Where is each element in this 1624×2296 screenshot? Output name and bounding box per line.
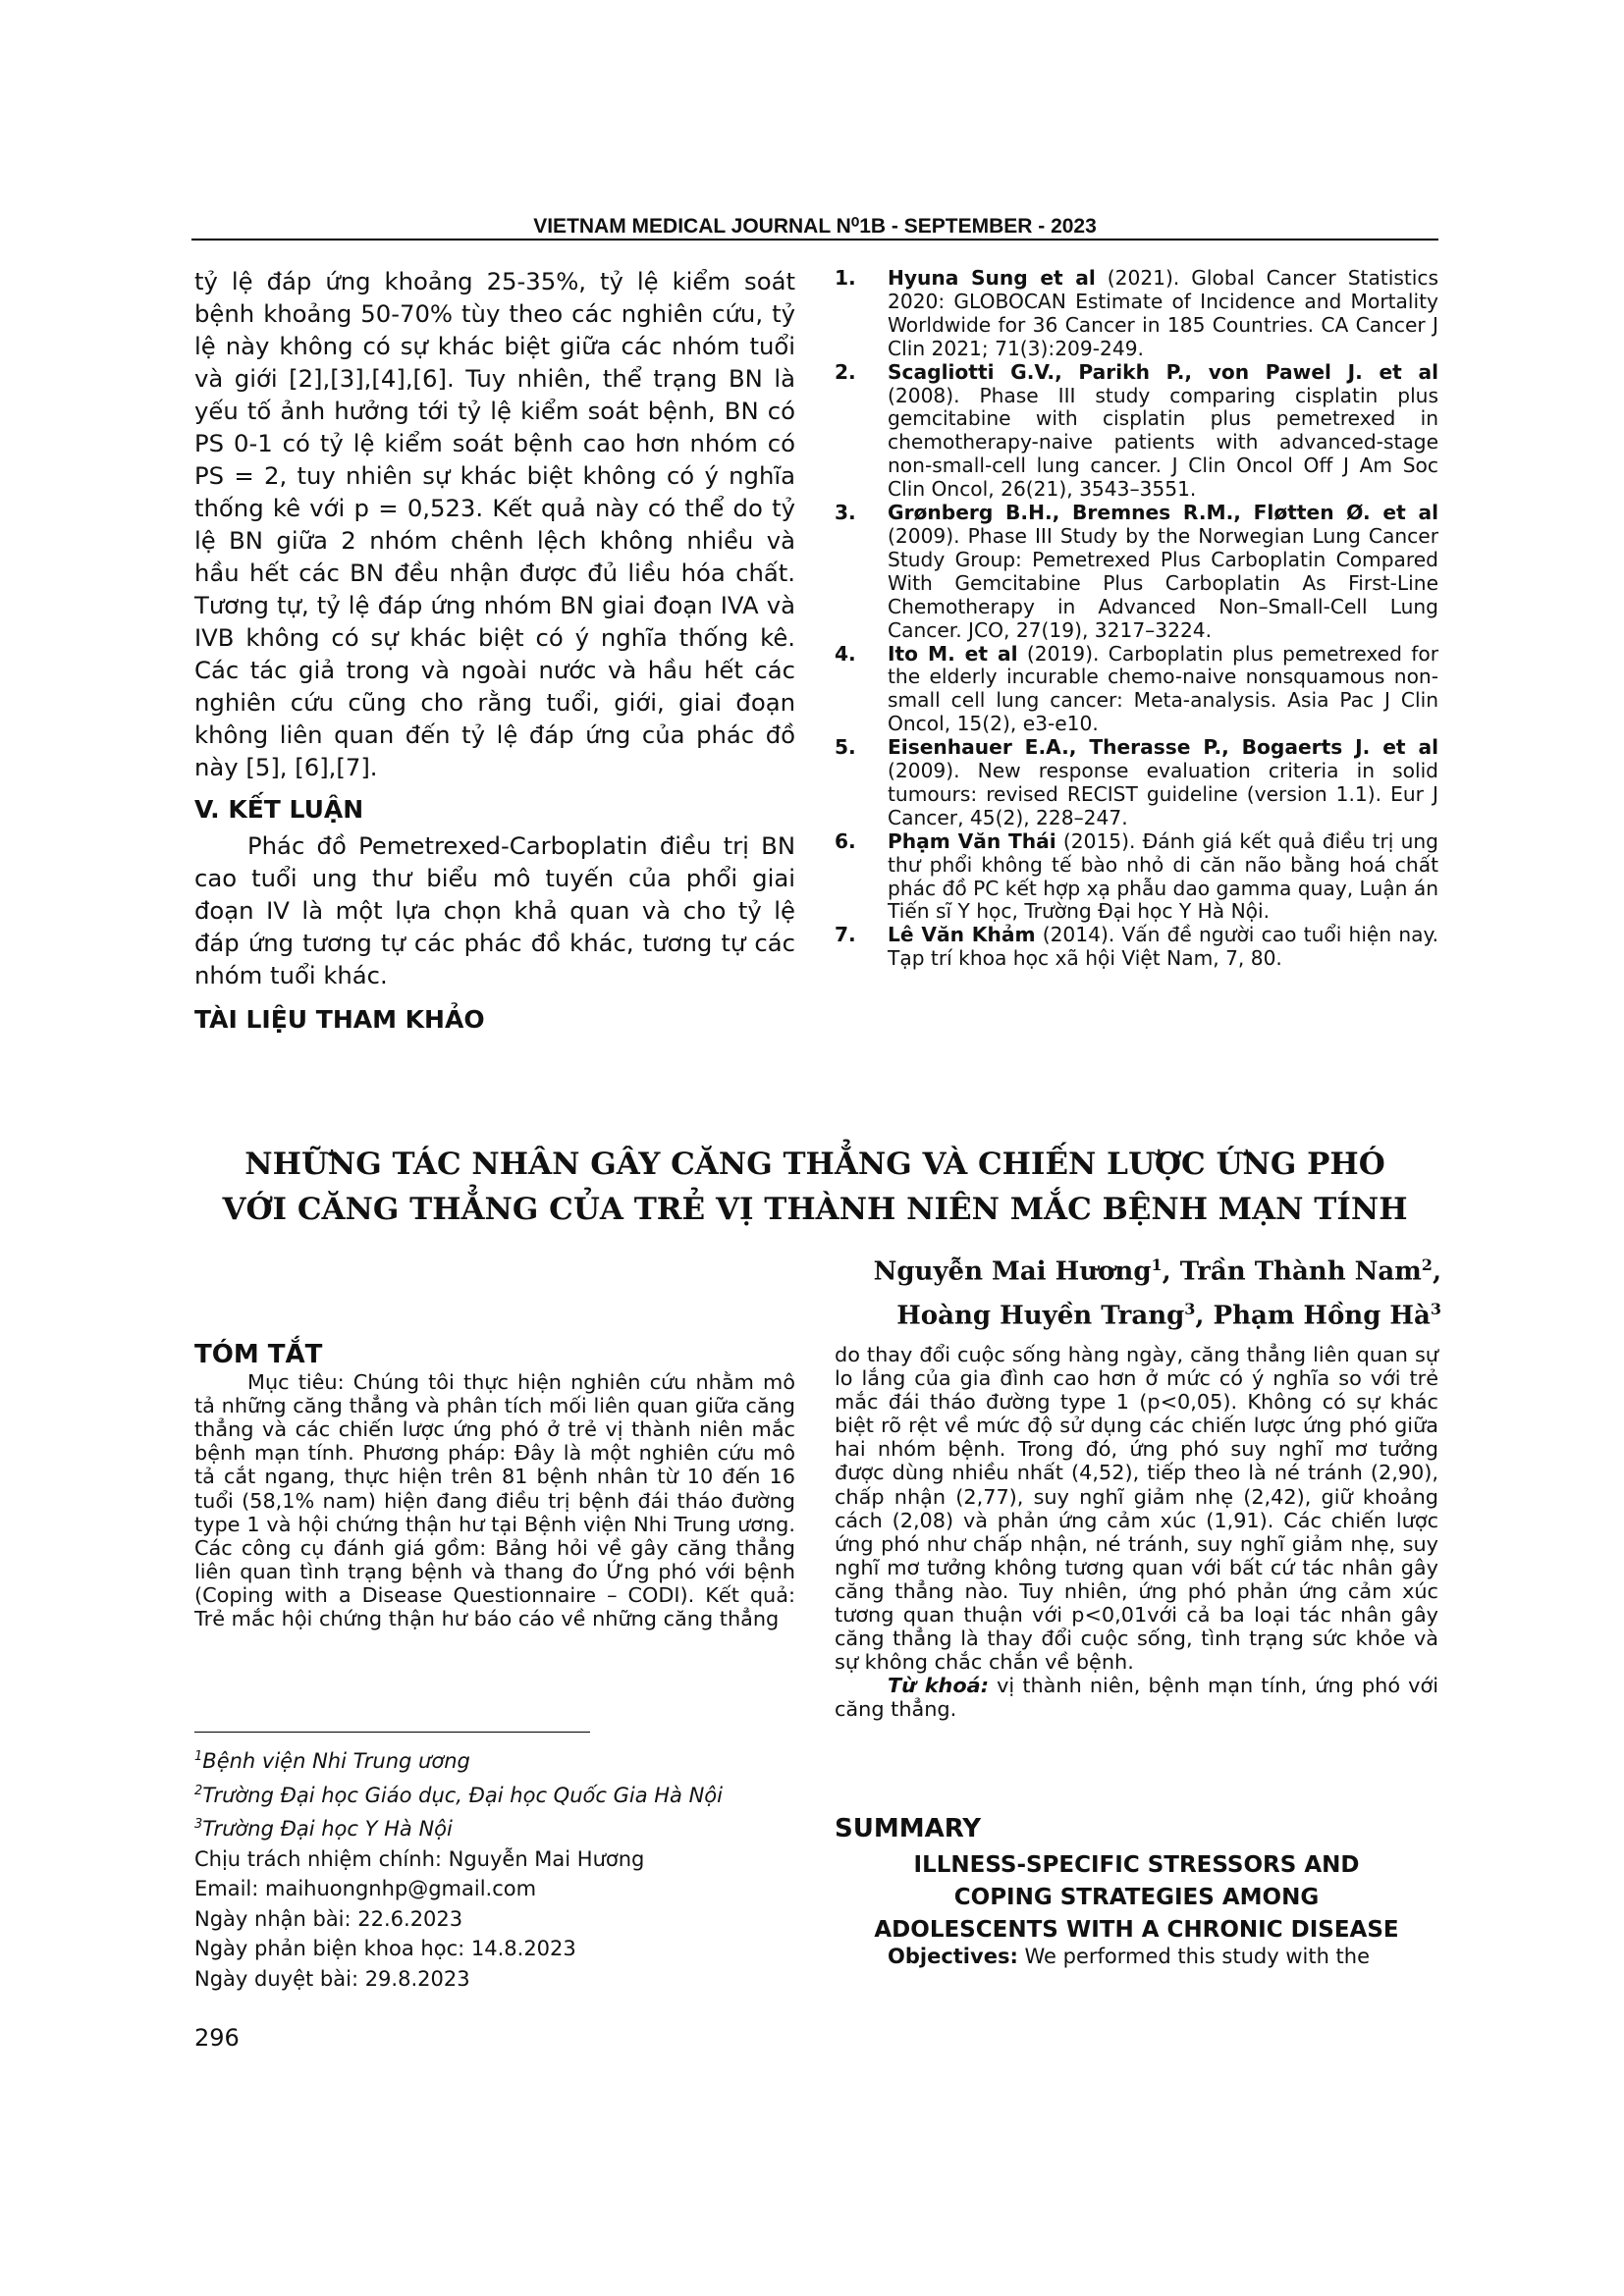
contact-email: Email: maihuongnhp@gmail.com	[194, 1877, 537, 1900]
author-affiliation-mark: 1	[1151, 1255, 1163, 1274]
header-rule	[191, 239, 1438, 240]
reference-item: 6. Phạm Văn Thái (2015). Đánh giá kết quả điều trị ung thư phổi không tế bào nhỏ di căn não bằng hoá chất phác đồ PC kết hợp xạ phẫu dao gamma quay, Luận án Tiến sĩ Y học, Trường Đại học Y Hà Nội.	[835, 828, 1438, 924]
conclusion-text: Phác đồ Pemetrexed-Carboplatin điều trị BN cao tuổi ung thư biểu mô tuyến của phổi giai đoạn IV là một lựa chọn khả quan và cho tỷ lệ đáp ứng tương tự các phác đồ khác, tương tự các nhóm tuổi khác.	[194, 831, 795, 989]
page-number: 296	[194, 2024, 240, 2052]
affiliation-1: $^1$Bệnh viện Nhi Trung ương	[194, 1749, 470, 1773]
english-title-line-3: ADOLESCENTS WITH A CHRONIC DISEASE	[874, 1917, 1399, 1943]
date-accepted: Ngày duyệt bài: 29.8.2023	[194, 1966, 470, 1991]
english-title	[835, 1849, 1438, 1947]
author-affiliation-mark: 3	[1430, 1299, 1441, 1318]
author-affiliation-mark: 2	[1421, 1255, 1433, 1274]
footnote-rule	[194, 1732, 590, 1733]
author-affiliation-mark: 3	[1184, 1299, 1196, 1318]
english-title-line-2: COPING STRATEGIES AMONG	[953, 1885, 1320, 1910]
abstract-text-left: Mục tiêu: Chúng tôi thực hiện nghiên cứu nhằm mô tả những căng thẳng và phân tích mối liên quan giữa căng thẳng và các chiến lược ứng phó ở trẻ vị thành niên mắc bệnh mạn tính. Phương pháp: Đây là một nghiên cứu mô tả cắt ngang, thực hiện trên 81 bệnh nhân từ 10 đến 16 tuổi (58,1% nam) hiện đang điều trị bệnh đái tháo đường type 1 và hội chứng thận hư tại Bệnh viện Nhi Trung ương. Các công cụ đánh giá gồm: Bảng hỏi về gây căng thẳng liên quan tình trạng bệnh và thang đo Ứng phó với bệnh (Coping with a Disease Questionnaire – CODI). Kết quả: Trẻ mắc hội chứng thận hư báo cáo về những căng thẳng	[194, 1370, 795, 1631]
keywords	[835, 1674, 1438, 1721]
author-list: Nguyễn Mai Hương$^1$, Trần Thành Nam$^2$, Hoàng Huyền Trang$^3$, Phạm Hồng $Hà^3$	[873, 1255, 1441, 1331]
responsible-author: Chịu trách nhiệm chính: Nguyễn Mai Hương	[194, 1846, 645, 1871]
abstract-left-column	[194, 1340, 795, 1631]
article-title	[191, 1142, 1438, 1232]
abstract-heading: TÓM TẮT	[194, 1340, 323, 1369]
reference-item: 2. Scagliotti G.V., Parikh P., von Pawel J. et al (2008). Phase III study comparing cisplatin plus gemcitabine with cisplatin plus pemetrexed in chemotherapy-naive patients with advanced-stage non-small-cell lung cancer. J Clin Oncol Off J Am Soc Clin Oncol, 26(21), 3543–3551.	[835, 359, 1438, 502]
reference-item: 7. Lê Văn Khảm (2014). Vấn đề người cao tuổi hiện nay. Tạp trí khoa học xã hội Việt Nam, 7, 80.	[835, 923, 1438, 971]
author-name: Trần Thành Nam	[1179, 1256, 1422, 1287]
english-objectives	[835, 1945, 1438, 1968]
reference-list	[835, 267, 1438, 971]
footnotes	[194, 1742, 803, 1994]
abstract-text-right: do thay đổi cuộc sống hàng ngày, căng thẳng liên quan sự lo lắng của gia đình cao hơn ở mức có ý nghĩa so với trẻ mắc đái tháo đường type 1 (p<0,05). Không có sự khác biệt rõ rệt về mức độ sử dụng các chiến lược ứng phó giữa hai nhóm bệnh. Trong đó, ứng phó suy nghĩ mơ tưởng được dùng nhiều nhất (4,52), tiếp theo là né tránh (2,90), chấp nhận (2,77), suy nghĩ giảm nhẹ (2,42), giữ khoảng cách (2,08) và phản ứng cảm xúc (1,91). Các chiến lược ứng phó như chấp nhận, né tránh, suy nghĩ giảm nhẹ, suy nghĩ mơ tưởng không tương quan với bất cứ tác nhân gây căng thẳng nào. Tuy nhiên, ứng phó phản ứng cảm xúc tương quan thuận với p<0,01với cả ba loại tác nhân gây căng thẳng là thay đổi cuộc sống, tình trạng sức khỏe và sự không chắc chắn về bệnh.	[835, 1343, 1438, 1675]
reference-item: 4. Ito M. et al (2019). Carboplatin plus pemetrexed for the elderly incurable chemo-naive nonsquamous non-small cell lung cancer: Meta-analysis. Asia Pac J Clin Oncol, 15(2), e3-e10.	[835, 641, 1438, 736]
references-heading: TÀI LIỆU THAM KHẢO	[194, 1005, 485, 1034]
reference-item: 3. Grønberg B.H., Bremnes R.M., Fløtten Ø. et al (2009). Phase III Study by the Norwegian Lung Cancer Study Group: Pemetrexed Plus Carboplatin Compared With Gemcitabine Plus Carboplatin As First-Line Chemotherapy in Advanced Non–Small-Cell Lung Cancer. JCO, 27(19), 3217–3224.	[835, 501, 1438, 642]
objectives-label: Objectives:	[888, 1945, 1018, 1968]
reference-item: 1. Hyuna Sung et al (2021). Global Cancer Statistics 2020: GLOBOCAN Estimate of Incidence and Mortality Worldwide for 36 Cancer in 185 Countries. CA Cancer J Clin 2021; 71(3):209-249.	[835, 266, 1438, 360]
affiliation-2: $^2$Trường Đại học Giáo dục, Đại học Quốc Gia Hà Nội	[194, 1783, 723, 1807]
objectives-text: We performed this study with the	[1017, 1945, 1371, 1968]
reference-item: 5. Eisenhauer E.A., Therasse P., Bogaerts J. et al (2009). New response evaluation criteria in solid tumours: revised RECIST guideline (version 1.1). Eur J Cancer, 45(2), 228–247.	[835, 735, 1438, 829]
affiliation-3: $^3$Trường Đại học Y Hà Nội	[194, 1817, 453, 1841]
summary-heading: SUMMARY	[835, 1814, 982, 1843]
journal-header: VIETNAM MEDICAL JOURNAL N⁰1B - SEPTEMBER - 2023	[533, 215, 1097, 238]
author-name: Phạm Hồng Hà	[1213, 1301, 1431, 1331]
keywords-label: Từ khoá:	[888, 1674, 990, 1698]
prev-article-left-column	[194, 265, 795, 1034]
conclusion-heading: V. KẾT LUẬN	[194, 795, 364, 824]
author-name: Hoàng Huyền Trang	[896, 1301, 1185, 1331]
discussion-paragraph: tỷ lệ đáp ứng khoảng 25-35%, tỷ lệ kiểm soát bệnh khoảng 50-70% tùy theo các nghiên cứu, tỷ lệ này không có sự khác biệt giữa các nhóm tuổi và giới [2],[3],[4],[6]. Tuy nhiên, thể trạng BN là yếu tố ảnh hưởng tới tỷ lệ kiểm soát bệnh, BN có PS 0-1 có tỷ lệ kiểm soát bệnh cao hơn nhóm có PS = 2, tuy nhiên sự khác biệt không có ý nghĩa thống kê với p = 0,523. Kết quả này có thể do tỷ lệ BN giữa 2 nhóm chênh lệch không nhiều và hầu hết các BN đều nhận được đủ liều hóa chất. Tương tự, tỷ lệ đáp ứng nhóm BN giai đoạn IVA và IVB không có sự khác biệt có ý nghĩa thống kê. Các tác giả trong và ngoài nước và hầu hết các nghiên cứu cũng cho rằng tuổi, giới, giai đoạn không liên quan đến tỷ lệ đáp ứng của phác đồ này [5], [6],[7].	[194, 267, 795, 781]
abstract-right-column	[835, 1343, 1438, 1722]
article-title-line-2: VỚI CĂNG THẲNG CỦA TRẺ VỊ THÀNH NIÊN MẮC BỆNH MẠN TÍNH	[222, 1192, 1408, 1227]
english-title-line-1: ILLNESS-SPECIFIC STRESSORS AND	[913, 1852, 1360, 1878]
date-received: Ngày nhận bài: 22.6.2023	[194, 1906, 463, 1931]
date-reviewed: Ngày phản biện khoa học: 14.8.2023	[194, 1937, 576, 1960]
keywords-text: vị thành niên, bệnh mạn tính, ứng phó với căng thẳng.	[835, 1674, 1438, 1722]
author-name: Nguyễn Mai Hương	[873, 1256, 1152, 1287]
article-title-line-1: NHỮNG TÁC NHÂN GÂY CĂNG THẲNG VÀ CHIẾN LƯỢC ỨNG PHÓ	[244, 1147, 1385, 1182]
